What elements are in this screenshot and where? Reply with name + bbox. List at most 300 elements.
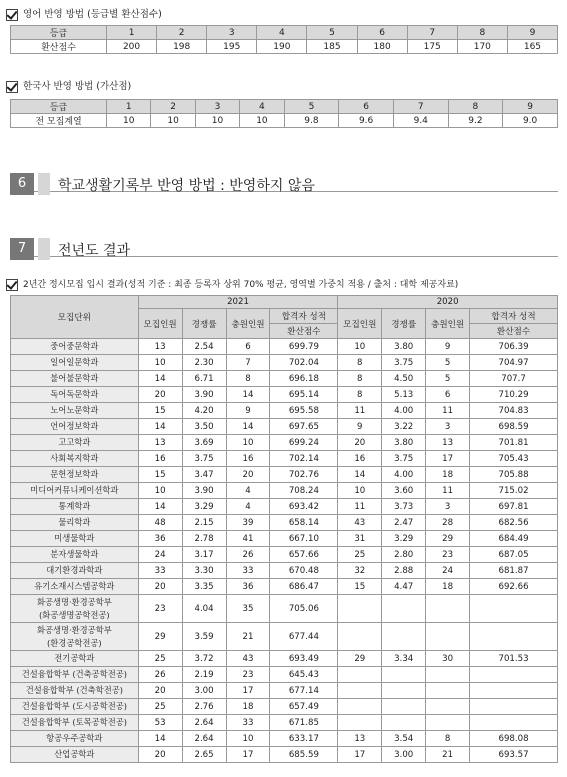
data-cell: 695.14 [270,387,338,403]
unit-name: 산업공학과 [54,749,95,759]
section-divider [38,238,50,260]
data-cell: 25 [138,699,182,715]
data-cell: 30 [426,651,470,667]
value-cell: 200 [107,40,157,54]
data-cell: 5 [426,371,470,387]
grade-cell: 7 [393,100,448,114]
data-cell: 692.66 [470,579,558,595]
data-cell [338,595,382,623]
unit-cell [11,595,139,623]
data-cell: 657.66 [270,547,338,563]
data-cell [426,623,470,651]
unit-cell [11,651,139,667]
data-cell: 2.54 [182,339,226,355]
data-cell: 4.50 [382,371,426,387]
table-row [11,715,558,731]
grade-cell: 2 [151,100,195,114]
unit-name: 고고학과 [58,437,91,447]
data-cell [382,715,426,731]
unit-cell [11,499,139,515]
value-cell: 10 [107,114,151,128]
data-cell: 2.65 [182,747,226,763]
data-cell: 26 [138,667,182,683]
data-cell: 7 [226,355,270,371]
data-cell: 698.59 [470,419,558,435]
table-row [11,467,558,483]
grade-cell: 7 [407,26,457,40]
table-row [11,547,558,563]
unit-cell [11,483,139,499]
table-row [11,623,558,651]
data-cell: 645.43 [270,667,338,683]
data-cell: 708.24 [270,483,338,499]
history-table [10,99,558,128]
unit-name: 일어일문학과 [50,357,99,367]
data-cell: 686.47 [270,579,338,595]
data-cell: 43 [226,651,270,667]
grade-cell: 4 [240,100,284,114]
data-cell: 32 [338,563,382,579]
unit-name: 화공생명·환경공학부 [36,596,112,607]
unit-cell [11,371,139,387]
data-cell: 23 [226,667,270,683]
data-cell: 670.48 [270,563,338,579]
table-row [11,499,558,515]
data-cell: 699.79 [270,339,338,355]
row-label: 환산점수 [11,40,107,54]
unit-name: 대기환경과학과 [46,565,103,575]
data-cell: 667.10 [270,531,338,547]
data-cell: 20 [138,747,182,763]
unit-cell [11,699,139,715]
data-cell: 687.05 [470,547,558,563]
data-cell: 11 [426,483,470,499]
unit-cell [11,515,139,531]
data-cell: 4.04 [182,595,226,623]
unit-name: 물리학과 [58,517,91,527]
unit-cell [11,355,139,371]
table-row [11,451,558,467]
data-cell: 705.06 [270,595,338,623]
grade-cell: 9 [503,100,558,114]
data-cell: 3.29 [382,531,426,547]
data-cell: 36 [138,531,182,547]
data-cell: 2.64 [182,731,226,747]
unit-name: 건설융합학부 (건축공학전공) [21,669,127,679]
data-cell: 13 [138,435,182,451]
data-cell [338,667,382,683]
results-table [10,295,558,763]
unit-name: 건설융합학부 (도시공학전공) [21,701,127,711]
data-cell [338,715,382,731]
data-cell: 16 [138,451,182,467]
data-cell: 33 [226,715,270,731]
data-cell: 29 [138,623,182,651]
data-cell: 3.60 [382,483,426,499]
data-cell: 693.42 [270,499,338,515]
data-cell: 699.24 [270,435,338,451]
data-cell: 15 [138,403,182,419]
section-7-header [10,238,558,257]
grade-header: 등급 [11,26,107,40]
data-cell: 3.90 [182,483,226,499]
data-cell: 682.56 [470,515,558,531]
data-cell: 6 [226,339,270,355]
english-table [10,25,558,54]
data-cell: 18 [426,467,470,483]
table-row [11,731,558,747]
data-cell: 677.44 [270,623,338,651]
unit-name: 유기소재시스템공학과 [34,581,115,591]
data-cell: 53 [138,715,182,731]
conv-header: 환산점수 [270,324,338,339]
data-cell: 3.00 [182,683,226,699]
data-cell: 2.80 [382,547,426,563]
data-cell: 14 [138,731,182,747]
data-cell: 3.90 [182,387,226,403]
english-section-title: 영어 반영 방법 (등급별 환산점수) [6,6,162,21]
data-cell: 3.22 [382,419,426,435]
data-cell: 3.73 [382,499,426,515]
data-cell: 3 [426,499,470,515]
data-cell: 39 [226,515,270,531]
data-cell: 24 [138,547,182,563]
data-cell: 23 [138,595,182,623]
data-cell [382,683,426,699]
data-cell: 4.00 [382,403,426,419]
value-cell: 185 [307,40,357,54]
data-cell: 702.04 [270,355,338,371]
data-cell: 705.88 [470,467,558,483]
data-cell: 657.49 [270,699,338,715]
data-cell [470,595,558,623]
unit-subname: (환경공학전공) [47,637,102,648]
data-cell: 41 [226,531,270,547]
data-cell: 14 [226,419,270,435]
data-cell [426,683,470,699]
data-cell: 698.08 [470,731,558,747]
data-cell [338,623,382,651]
data-cell: 3.34 [382,651,426,667]
data-cell: 10 [138,355,182,371]
unit-name: 언어정보학과 [50,421,99,431]
data-cell: 3.69 [182,435,226,451]
table-row [11,667,558,683]
data-cell: 36 [226,579,270,595]
data-cell: 6 [426,387,470,403]
grade-cell: 5 [284,100,339,114]
unit-cell [11,715,139,731]
unit-cell [11,623,139,651]
grade-cell: 8 [448,100,503,114]
unit-cell [11,339,139,355]
data-cell: 3.00 [382,747,426,763]
unit-name: 화공생명·환경공학부 [36,624,112,635]
data-cell: 2.78 [182,531,226,547]
table-row [11,371,558,387]
unit-name: 통계학과 [58,501,91,511]
data-cell: 13 [426,435,470,451]
data-cell: 17 [226,683,270,699]
data-cell: 24 [426,563,470,579]
value-cell: 180 [357,40,407,54]
value-cell: 10 [195,114,239,128]
table-row [11,563,558,579]
data-cell: 3.75 [382,355,426,371]
data-cell: 677.14 [270,683,338,699]
data-cell: 2.47 [382,515,426,531]
data-cell: 4.47 [382,579,426,595]
data-cell: 10 [226,435,270,451]
unit-cell [11,403,139,419]
quota-header: 모집인원 [338,309,382,339]
data-cell: 18 [426,579,470,595]
checkbox-icon [6,279,18,291]
data-cell [470,699,558,715]
data-cell: 17 [226,747,270,763]
data-cell: 10 [226,731,270,747]
year-2020-header: 2020 [338,296,558,309]
table-row [11,419,558,435]
value-cell: 9.8 [284,114,339,128]
data-cell: 31 [338,531,382,547]
data-cell: 29 [338,651,382,667]
grade-cell: 2 [157,26,207,40]
data-cell: 14 [226,387,270,403]
unit-cell [11,419,139,435]
data-cell: 48 [138,515,182,531]
data-cell: 33 [138,563,182,579]
row-label: 전 모집계열 [11,114,107,128]
data-cell: 13 [338,731,382,747]
data-cell: 3.30 [182,563,226,579]
value-cell: 190 [257,40,307,54]
data-cell: 715.02 [470,483,558,499]
grade-cell: 6 [357,26,407,40]
data-cell: 20 [138,387,182,403]
value-cell: 10 [240,114,284,128]
data-cell: 6.71 [182,371,226,387]
unit-cell [11,387,139,403]
conv-header: 환산점수 [470,324,558,339]
value-cell: 198 [157,40,207,54]
data-cell: 2.19 [182,667,226,683]
unit-cell [11,547,139,563]
section-number: 6 [10,173,34,195]
section-number: 7 [10,238,34,260]
value-cell: 170 [457,40,507,54]
data-cell: 4.00 [382,467,426,483]
data-cell: 3.35 [182,579,226,595]
data-cell: 14 [138,371,182,387]
unit-cell [11,531,139,547]
grade-cell: 4 [257,26,307,40]
year-2021-header: 2021 [138,296,338,309]
data-cell: 707.7 [470,371,558,387]
data-cell: 15 [138,467,182,483]
data-cell: 671.85 [270,715,338,731]
data-cell: 5.13 [382,387,426,403]
data-cell: 8 [226,371,270,387]
data-cell: 701.81 [470,435,558,451]
data-cell: 43 [338,515,382,531]
data-cell [470,623,558,651]
section-6-header [10,173,558,192]
data-cell [338,683,382,699]
data-cell: 14 [138,499,182,515]
data-cell: 693.57 [470,747,558,763]
data-cell: 710.29 [470,387,558,403]
data-cell: 4 [226,499,270,515]
data-cell: 35 [226,595,270,623]
data-cell: 633.17 [270,731,338,747]
data-cell: 658.14 [270,515,338,531]
value-cell: 9.4 [393,114,448,128]
fill-header: 충원인원 [226,309,270,339]
table-row [11,339,558,355]
grade-cell: 3 [195,100,239,114]
data-cell [382,595,426,623]
data-cell: 23 [426,547,470,563]
data-cell: 3.50 [182,419,226,435]
unit-name: 사회복지학과 [50,453,99,463]
data-cell: 2.76 [182,699,226,715]
data-cell: 26 [226,547,270,563]
data-cell: 9 [226,403,270,419]
unit-cell [11,467,139,483]
data-cell: 16 [338,451,382,467]
data-cell [426,699,470,715]
ratio-header: 경쟁률 [182,309,226,339]
data-cell [426,715,470,731]
data-cell: 3.29 [182,499,226,515]
unit-cell [11,451,139,467]
checkbox-icon [6,81,18,93]
unit-cell [11,563,139,579]
data-cell [470,715,558,731]
table-row [11,683,558,699]
data-cell: 3.17 [182,547,226,563]
data-cell: 693.49 [270,651,338,667]
data-cell: 3.47 [182,467,226,483]
data-cell: 2.88 [382,563,426,579]
unit-header: 모집단위 [11,296,139,339]
unit-name: 중어중문학과 [50,341,99,351]
table-row [11,699,558,715]
unit-name: 항공우주공학과 [46,733,103,743]
unit-name: 분자생물학과 [50,549,99,559]
value-cell: 9.2 [448,114,503,128]
data-cell [426,667,470,683]
grade-cell: 1 [107,26,157,40]
unit-cell [11,747,139,763]
score-header: 합격자 성적 [470,309,558,324]
unit-name: 건설융합학부 (건축학전공) [25,685,123,695]
grade-cell: 1 [107,100,151,114]
data-cell: 11 [426,403,470,419]
data-cell: 28 [426,515,470,531]
data-cell: 704.97 [470,355,558,371]
data-cell: 697.65 [270,419,338,435]
data-cell: 18 [226,699,270,715]
data-cell: 701.53 [470,651,558,667]
data-cell: 704.83 [470,403,558,419]
grade-cell: 5 [307,26,357,40]
unit-name: 독어독문학과 [50,389,99,399]
data-cell: 702.14 [270,451,338,467]
table-row [11,435,558,451]
data-cell: 706.39 [470,339,558,355]
data-cell: 21 [426,747,470,763]
data-cell: 2.64 [182,715,226,731]
unit-cell [11,683,139,699]
data-cell: 21 [226,623,270,651]
data-cell: 10 [338,339,382,355]
table-row [11,387,558,403]
data-cell: 11 [338,499,382,515]
unit-cell [11,579,139,595]
grade-header: 등급 [11,100,107,114]
table-row [11,403,558,419]
table-row [11,651,558,667]
unit-name: 미디어커뮤니케이션학과 [30,485,119,495]
table-row [11,579,558,595]
unit-cell [11,667,139,683]
score-header: 합격자 성적 [270,309,338,324]
grade-cell: 9 [507,26,557,40]
data-cell: 33 [226,563,270,579]
data-cell: 17 [426,451,470,467]
data-cell: 13 [138,339,182,355]
section-divider [38,173,50,195]
data-cell: 20 [138,579,182,595]
grade-cell: 6 [339,100,394,114]
data-cell: 685.59 [270,747,338,763]
data-cell: 10 [338,483,382,499]
data-cell: 25 [138,651,182,667]
data-cell: 4 [226,483,270,499]
table-row [11,483,558,499]
table-row [11,747,558,763]
data-cell [426,595,470,623]
unit-name: 노어노문학과 [50,405,99,415]
unit-cell [11,435,139,451]
value-cell: 9.6 [339,114,394,128]
data-cell: 695.58 [270,403,338,419]
data-cell: 3.80 [382,339,426,355]
value-cell: 165 [507,40,557,54]
history-section-title: 한국사 반영 방법 (가산점) [6,78,131,93]
data-cell: 25 [338,547,382,563]
unit-name: 전기공학과 [54,653,95,663]
data-cell: 8 [338,387,382,403]
value-cell: 195 [207,40,257,54]
data-cell: 29 [426,531,470,547]
data-cell: 3.54 [382,731,426,747]
data-cell [470,667,558,683]
data-cell [338,699,382,715]
data-cell [382,623,426,651]
unit-name: 미생물학과 [54,533,95,543]
table-row [11,595,558,623]
data-cell: 3 [426,419,470,435]
data-cell: 3.75 [382,451,426,467]
checkbox-icon [6,9,18,21]
data-cell: 9 [338,419,382,435]
data-cell: 2.15 [182,515,226,531]
quota-header: 모집인원 [138,309,182,339]
data-cell [470,683,558,699]
